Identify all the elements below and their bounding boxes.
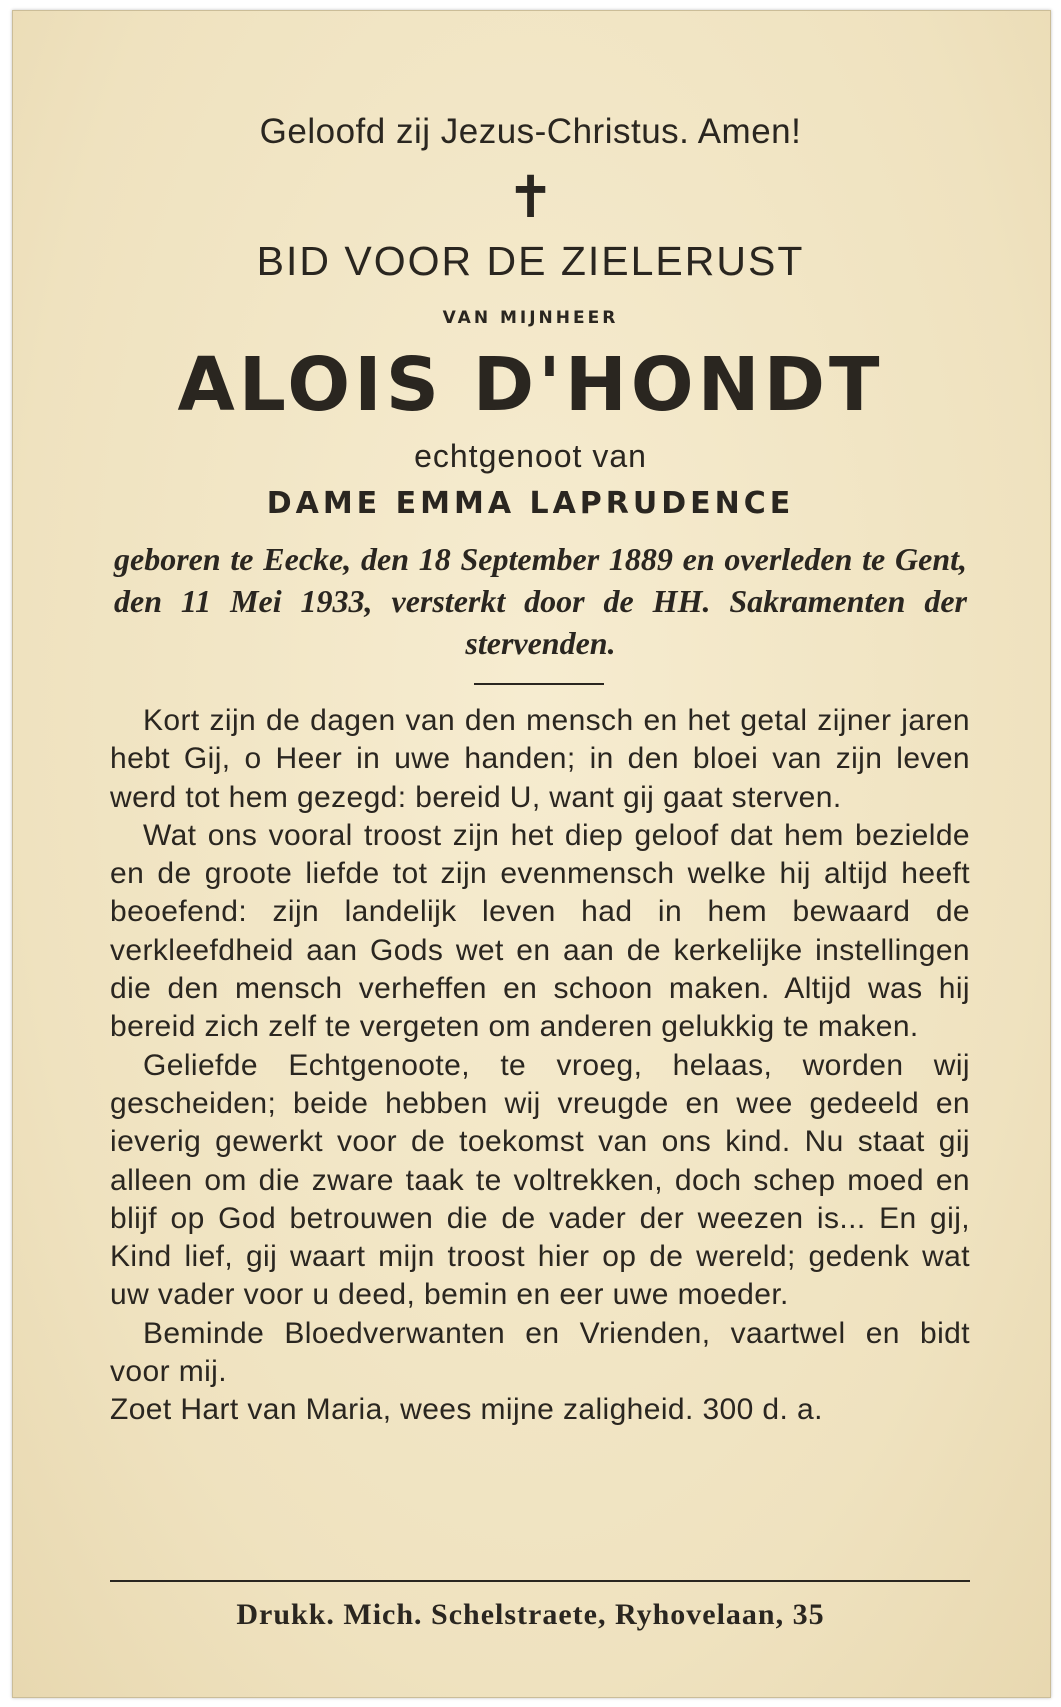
paragraph: Kort zijn de dagen van den mensch en het getal zijner jaren hebt Gij, o Heer in uwe handen; in den bloei van zijn leven werd tot hem gezegd: bereid U, want gij gaat sterven.: [110, 704, 970, 814]
title-prefix: VAN MIJNHEER: [442, 308, 619, 328]
birth-death-text: geboren te Eecke, den 18 September 1889 en overleden te Gent, den 11 Mei 1933, versterkt door de HH. Sakramenten der stervenden.: [114, 541, 967, 661]
paragraph: Wat ons vooral troost zijn het diep geloof dat hem bezielde en de groote liefde tot zijn evenmensch welke hij altijd heeft beoefend: zijn landelijk leven had in hem bewaard de verkleefdheid aan Gods wet en aan de kerkelijke instellingen die den mensch verheffen en schoon maken. Altijd was hij bereid zich zelf te vergeten om anderen gelukkig te maken.: [110, 818, 970, 1044]
closing-invocation: Zoet Hart van Maria, wees mijne zaligheid. 300 d. a.: [110, 1393, 823, 1427]
divider-short: [474, 683, 604, 685]
prayer-heading: BID VOOR DE ZIELERUST: [256, 238, 805, 284]
divider-long: [110, 1580, 970, 1582]
spouse-intro: echtgenoot van: [414, 438, 647, 474]
paragraph: Geliefde Echtgenoote, te vroeg, helaas, worden wij gescheiden; beide hebben wij vreugde en wee gedeeld en ieverig gewerkt voor de toekomst van ons kind. Nu staat gij alleen om die zware taak te voltrekken, doch schep moed en blijf op God betrouwen die de vader der weezen is... En gij, Kind lief, gij waart mijn troost hier op de wereld; gedenk wat uw vader voor u deed, bemin en eer uwe moeder.: [110, 1048, 970, 1312]
printer-credit: Drukk. Mich. Schelstraete, Ryhovelaan, 35: [236, 1598, 825, 1631]
deceased-name: ALOIS D'HONDT: [177, 342, 884, 428]
paragraph: Beminde Bloedverwanten en Vrienden, vaartwel en bidt voor mij.: [110, 1316, 970, 1389]
spouse-name: DAME EMMA LAPRUDENCE: [266, 486, 795, 521]
memorial-text: [110, 702, 970, 1430]
cross-icon: ✝: [506, 163, 555, 231]
header-text: Geloofd zij Jezus-Christus. Amen!: [259, 112, 802, 151]
